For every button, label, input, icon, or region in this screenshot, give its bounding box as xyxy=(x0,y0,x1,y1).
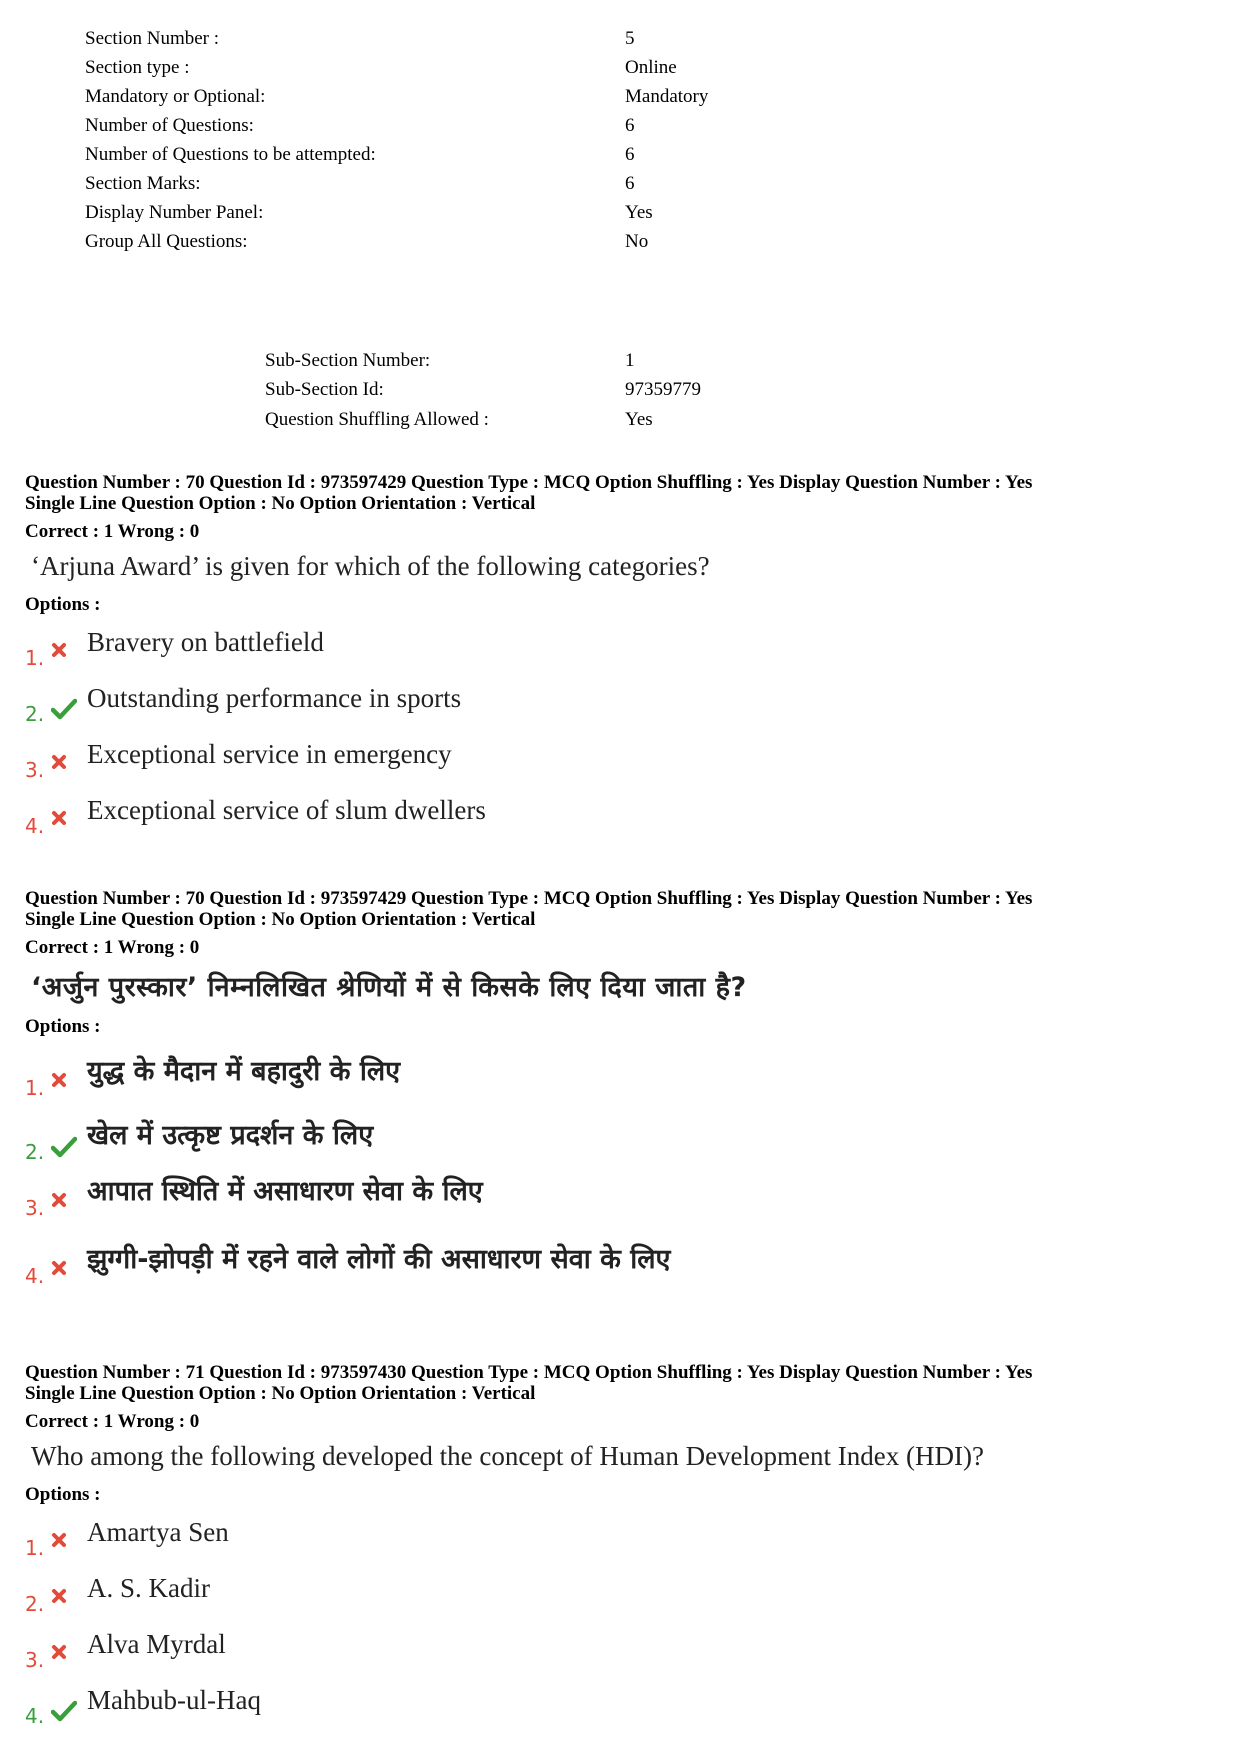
question-header-line1: Question Number : 70 Question Id : 973597429 Question Type : MCQ Option Shuffling : Yes Display Question Number : Yes xyxy=(25,888,1033,909)
option-item xyxy=(25,1618,1215,1674)
option-number: 1. xyxy=(25,1076,45,1100)
option-text: Exceptional service in emergency xyxy=(87,739,452,769)
option-item xyxy=(25,728,1215,784)
question-block xyxy=(25,1362,1215,1730)
section-info-value: 5 xyxy=(625,27,635,49)
subsection-info-row xyxy=(265,346,701,376)
cross-icon xyxy=(47,808,87,834)
section-info-row xyxy=(85,140,708,169)
section-info-row xyxy=(85,198,708,227)
options-list xyxy=(25,616,1215,840)
option-text: Bravery on battlefield xyxy=(87,627,324,657)
section-info-value: 6 xyxy=(625,114,635,136)
section-info-value: Mandatory xyxy=(625,85,709,107)
section-info-label: Section Number : xyxy=(85,27,220,49)
subsection-info-row xyxy=(265,376,701,406)
option-item xyxy=(25,616,1215,672)
option-text: Mahbub-ul-Haq xyxy=(87,1685,261,1715)
question-marks: Correct : 1 Wrong : 0 xyxy=(25,1411,200,1432)
section-info-row xyxy=(85,111,708,140)
option-number: 4. xyxy=(25,1704,45,1728)
cross-icon xyxy=(47,1258,87,1284)
question-header-line2: Single Line Question Option : No Option Orientation : Vertical xyxy=(25,493,536,514)
option-item xyxy=(25,672,1215,728)
section-info-row xyxy=(85,82,708,111)
cross-icon xyxy=(47,1190,87,1216)
question-marks: Correct : 1 Wrong : 0 xyxy=(25,937,200,958)
question-header-line2: Single Line Question Option : No Option Orientation : Vertical xyxy=(25,1383,536,1404)
options-label: Options : xyxy=(25,594,101,615)
section-info-label: Number of Questions to be attempted: xyxy=(85,143,376,165)
question-header-line2: Single Line Question Option : No Option Orientation : Vertical xyxy=(25,909,536,930)
section-info-row xyxy=(85,24,708,53)
option-item xyxy=(25,1506,1215,1562)
options-label: Options : xyxy=(25,1016,101,1037)
options-label: Options : xyxy=(25,1484,101,1505)
section-info-value: No xyxy=(625,230,649,252)
section-info-row xyxy=(85,53,708,82)
section-info-label: Display Number Panel: xyxy=(85,201,264,223)
option-number: 1. xyxy=(25,646,45,670)
option-text: Exceptional service of slum dwellers xyxy=(87,795,486,825)
section-info-row xyxy=(85,227,708,256)
question-header-line1: Question Number : 71 Question Id : 973597430 Question Type : MCQ Option Shuffling : Yes Display Question Number : Yes xyxy=(25,1362,1033,1383)
section-info-value: 6 xyxy=(625,172,635,194)
section-info-label: Section Marks: xyxy=(85,172,201,194)
option-text: A. S. Kadir xyxy=(87,1573,210,1603)
option-item xyxy=(25,1166,1215,1222)
option-text: Outstanding performance in sports xyxy=(87,683,462,713)
option-number: 3. xyxy=(25,1196,45,1220)
cross-icon xyxy=(47,1642,87,1668)
option-text: Alva Myrdal xyxy=(87,1629,226,1659)
section-info-label: Section type : xyxy=(85,56,190,78)
option-text: युद्ध के मैदान में बहादुरी के लिए xyxy=(87,1056,401,1087)
option-text: झुग्गी-झोपड़ी में रहने वाले लोगों की असाधारण सेवा के लिए xyxy=(87,1244,671,1275)
option-item xyxy=(25,1562,1215,1618)
option-item xyxy=(25,1038,1215,1102)
checkmark-icon xyxy=(47,1134,87,1160)
question-text: ‘अर्जुन पुरस्कार’ निम्नलिखित श्रेणियों में से किसके लिए दिया जाता है? xyxy=(31,972,747,1003)
question-block xyxy=(25,888,1215,1290)
cross-icon xyxy=(47,1586,87,1612)
cross-icon xyxy=(47,1070,87,1096)
checkmark-icon xyxy=(47,696,87,722)
option-text: आपात स्थिति में असाधारण सेवा के लिए xyxy=(87,1176,483,1207)
question-block xyxy=(25,472,1215,840)
option-text: खेल में उत्कृष्ट प्रदर्शन के लिए xyxy=(87,1120,374,1151)
section-info-label: Group All Questions: xyxy=(85,230,248,252)
question-marks: Correct : 1 Wrong : 0 xyxy=(25,521,200,542)
section-info-value: 6 xyxy=(625,143,635,165)
subsection-info-value: Yes xyxy=(625,408,653,430)
subsection-info-table xyxy=(265,346,701,435)
option-number: 4. xyxy=(25,1264,45,1288)
option-number: 2. xyxy=(25,1592,45,1616)
option-item xyxy=(25,1102,1215,1166)
subsection-info-label: Sub-Section Number: xyxy=(265,349,431,371)
option-number: 2. xyxy=(25,702,45,726)
cross-icon xyxy=(47,640,87,666)
question-text: Who among the following developed the concept of Human Development Index (HDI)? xyxy=(31,1441,984,1471)
options-list xyxy=(25,1038,1215,1290)
section-info-table xyxy=(85,24,708,256)
option-number: 3. xyxy=(25,1648,45,1672)
option-number: 4. xyxy=(25,814,45,838)
section-info-value: Yes xyxy=(625,201,653,223)
option-text: Amartya Sen xyxy=(87,1517,229,1547)
option-item xyxy=(25,1222,1215,1290)
option-number: 1. xyxy=(25,1536,45,1560)
question-header-line1: Question Number : 70 Question Id : 973597429 Question Type : MCQ Option Shuffling : Yes Display Question Number : Yes xyxy=(25,472,1033,493)
question-text: ‘Arjuna Award’ is given for which of the following categories? xyxy=(31,551,710,581)
option-item xyxy=(25,1674,1215,1730)
section-info-value: Online xyxy=(625,56,677,78)
section-info-label: Mandatory or Optional: xyxy=(85,85,266,107)
subsection-info-label: Sub-Section Id: xyxy=(265,379,384,401)
subsection-info-label: Question Shuffling Allowed : xyxy=(265,408,489,430)
option-number: 2. xyxy=(25,1140,45,1164)
options-list xyxy=(25,1506,1215,1730)
option-number: 3. xyxy=(25,758,45,782)
subsection-info-row xyxy=(265,405,701,435)
option-item xyxy=(25,784,1215,840)
subsection-info-value: 1 xyxy=(625,349,635,371)
checkmark-icon xyxy=(47,1698,87,1724)
cross-icon xyxy=(47,752,87,778)
section-info-row xyxy=(85,169,708,198)
section-info-label: Number of Questions: xyxy=(85,114,254,136)
subsection-info-value: 97359779 xyxy=(625,379,701,401)
cross-icon xyxy=(47,1530,87,1556)
